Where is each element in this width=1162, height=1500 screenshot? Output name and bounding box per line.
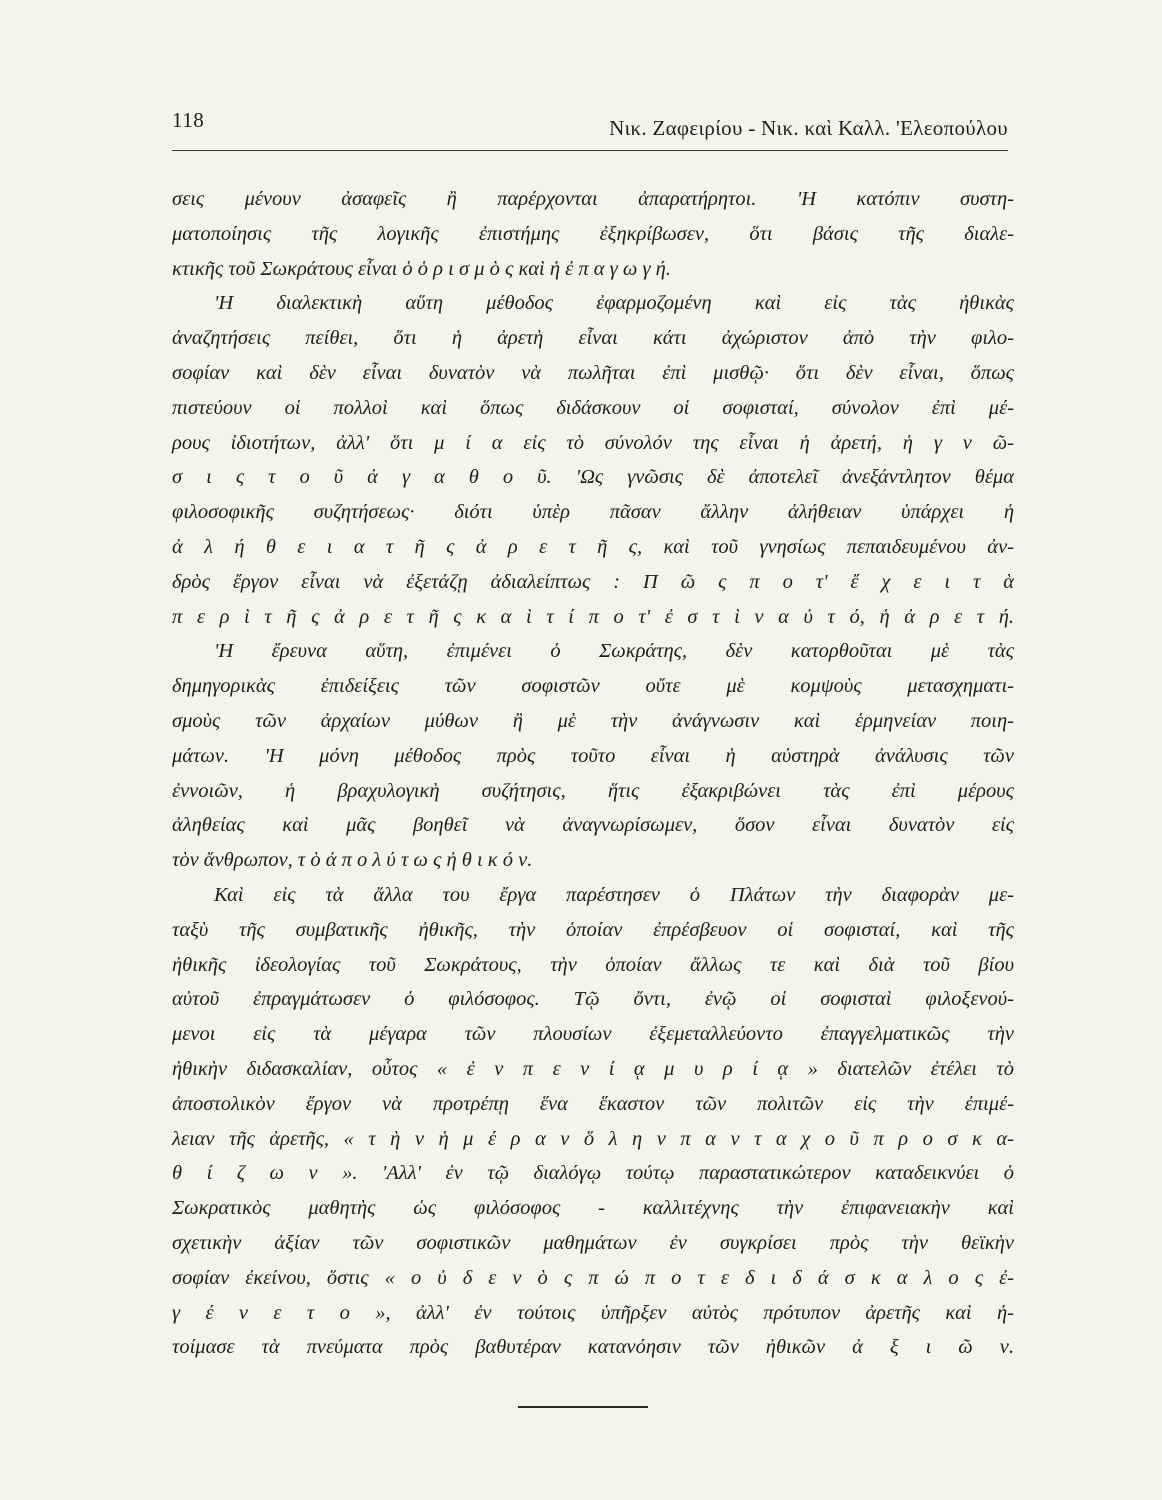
- text-line: φιλοσοφικῆς συζητήσεως· διότι ὑπὲρ πᾶσαν ἄλλην ἀλήθειαν ὑπάρχει ἡ: [172, 501, 1014, 524]
- text-line: τὸν ἄνθρωπον, τ ὸ ἀ π ο λ ύ τ ω ς ἠ θ ι κ ό ν.: [172, 849, 533, 872]
- text-line: 'Η διαλεκτικὴ αὕτη μέθοδος ἐφαρμοζομένη καὶ εἰς τὰς ἠθικὰς: [214, 292, 1014, 315]
- text-line: μάτων. 'Η μόνη μέθοδος πρὸς τοῦτο εἶναι ἡ αὐστηρὰ ἀνάλυσις τῶν: [172, 744, 1014, 767]
- text-line: π ε ρ ὶ τ ῆ ς ἀ ρ ε τ ῆ ς κ α ὶ τ ί π ο τ' ἐ σ τ ὶ ν α ὐ τ ό, ἡ ἀ ρ ε τ ή.: [172, 605, 1014, 628]
- text-line: σχετικὴν ἀξίαν τῶν σοφιστικῶν μαθημάτων ἐν συγκρίσει πρὸς τὴν θεϊκὴν: [172, 1231, 1014, 1254]
- footnote-rule: [518, 1406, 648, 1408]
- text-line: ἠθικῆς ἰδεολογίας τοῦ Σωκράτους, τὴν ὁποίαν ἄλλως τε καὶ διὰ τοῦ βίου: [172, 953, 1014, 976]
- text-line: Σωκρατικὸς μαθητὴς ὡς φιλόσοφος - καλλιτέχνης τὴν ἐπιφανειακὴν καὶ: [172, 1197, 1014, 1220]
- text-line: σ ι ς τ ο ῦ ἀ γ α θ ο ῦ. 'Ως γνῶσις δὲ ἀποτελεῖ ἀνεξάντλητον θέμα: [172, 466, 1014, 489]
- text-line: σοφίαν ἐκείνου, ὅστις « ο ὐ δ ε ν ὸ ς π ώ π ο τ ε δ ι δ ά σ κ α λ ο ς ἐ-: [172, 1266, 1014, 1289]
- body-text: [172, 182, 1014, 1365]
- text-line: δρὸς ἔργον εἶναι νὰ ἐξετάζῃ ἀδιαλείπτως : Π ῶ ς π ο τ' ἔ χ ε ι τ ὰ: [172, 570, 1014, 593]
- text-line: ἠθικὴν διδασκαλίαν, οὗτος « ἐ ν π ε ν ί ᾳ μ υ ρ ί ᾳ » διατελῶν ἐτέλει τὸ: [172, 1057, 1014, 1080]
- text-line: πιστεύουν οἱ πολλοὶ καὶ ὅπως διδάσκουν οἱ σοφισταί, σύνολον ἐπὶ μέ-: [172, 396, 1014, 419]
- text-line: ἀληθείας καὶ μᾶς βοηθεῖ νὰ ἀναγνωρίσωμεν, ὅσον εἶναι δυνατὸν εἰς: [172, 814, 1014, 837]
- text-line: Καὶ εἰς τὰ ἄλλα του ἔργα παρέστησεν ὁ Πλάτων τὴν διαφορὰν με-: [214, 883, 1014, 906]
- text-line: ματοποίησις τῆς λογικῆς ἐπιστήμης ἐξηκρίβωσεν, ὅτι βάσις τῆς διαλε-: [172, 222, 1014, 245]
- text-line: θ ί ζ ω ν ». 'Αλλ' ἐν τῷ διαλόγῳ τούτῳ παραστατικώτερον καταδεικνύει ὁ: [172, 1162, 1014, 1185]
- running-head: Νικ. Ζαφειρίου - Νικ. καὶ Καλλ. 'Ελεοπούλου: [609, 116, 1008, 140]
- text-line: λειαν τῆς ἀρετῆς, « τ ὴ ν ἡ μ έ ρ α ν ὅ λ η ν π α ν τ α χ ο ῦ π ρ ο σ κ α-: [172, 1127, 1014, 1150]
- text-line: ἀ λ ή θ ε ι α τ ῆ ς ἀ ρ ε τ ῆ ς, καὶ τοῦ γνησίως πεπαιδευμένου ἀν-: [172, 535, 1014, 558]
- text-line: 'Η ἔρευνα αὕτη, ἐπιμένει ὁ Σωκράτης, δὲν κατορθοῦται μὲ τὰς: [214, 640, 1014, 663]
- text-line: δημηγορικὰς ἐπιδείξεις τῶν σοφιστῶν οὔτε μὲ κομψοὺς μετασχηματι-: [172, 675, 1014, 698]
- text-line: τοίμασε τὰ πνεύματα πρὸς βαθυτέραν κατανόησιν τῶν ἠθικῶν ἀ ξ ι ῶ ν.: [172, 1336, 1014, 1359]
- text-line: μενοι εἰς τὰ μέγαρα τῶν πλουσίων ἐξεμεταλλεύοντο ἐπαγγελματικῶς τὴν: [172, 1023, 1014, 1046]
- text-line: σεις μένουν ἀσαφεῖς ἢ παρέρχονται ἀπαρατήρητοι. 'Η κατόπιν συστη-: [172, 188, 1014, 210]
- page-header: [172, 104, 1008, 144]
- page-number: 118: [172, 108, 205, 132]
- text-line: ρους ἰδιοτήτων, ἀλλ' ὅτι μ ί α εἰς τὸ σύνολόν της εἶναι ἡ ἀρετή, ἡ γ ν ῶ-: [172, 431, 1014, 454]
- header-rule: [172, 150, 1008, 151]
- text-line: ἀποστολικὸν ἔργον νὰ προτρέπῃ ἕνα ἕκαστον τῶν πολιτῶν εἰς τὴν ἐπιμέ-: [172, 1092, 1014, 1115]
- text-line: κτικῆς τοῦ Σωκράτους εἶναι ὁ ὁ ρ ι σ μ ὸ ς καὶ ἡ ἐ π α γ ω γ ή.: [172, 257, 671, 280]
- text-line: ταξὺ τῆς συμβατικῆς ἠθικῆς, τὴν ὁποίαν ἐπρέσβευον οἱ σοφισταί, καὶ τῆς: [172, 918, 1014, 941]
- text-line: σμοὺς τῶν ἀρχαίων μύθων ἢ μὲ τὴν ἀνάγνωσιν καὶ ἑρμηνείαν ποιη-: [172, 709, 1014, 732]
- text-line: γ έ ν ε τ ο », ἀλλ' ἐν τούτοις ὑπῆρξεν αὐτὸς πρότυπον ἀρετῆς καὶ ἡ-: [172, 1301, 1014, 1324]
- text-line: ἀναζητήσεις πείθει, ὅτι ἡ ἀρετὴ εἶναι κάτι ἀχώριστον ἀπὸ τὴν φιλο-: [172, 327, 1014, 350]
- text-line: σοφίαν καὶ δὲν εἶναι δυνατὸν νὰ πωλῆται ἐπὶ μισθῷ· ὅτι δὲν εἶναι, ὅπως: [172, 361, 1014, 384]
- text-line: αὐτοῦ ἐπραγμάτωσεν ὁ φιλόσοφος. Τῷ ὄντι, ἐνῷ οἱ σοφισταὶ φιλοξενού-: [172, 988, 1014, 1011]
- text-line: ἐννοιῶν, ἡ βραχυλογικὴ συζήτησις, ἥτις ἐξακριβώνει τὰς ἐπὶ μέρους: [172, 779, 1014, 802]
